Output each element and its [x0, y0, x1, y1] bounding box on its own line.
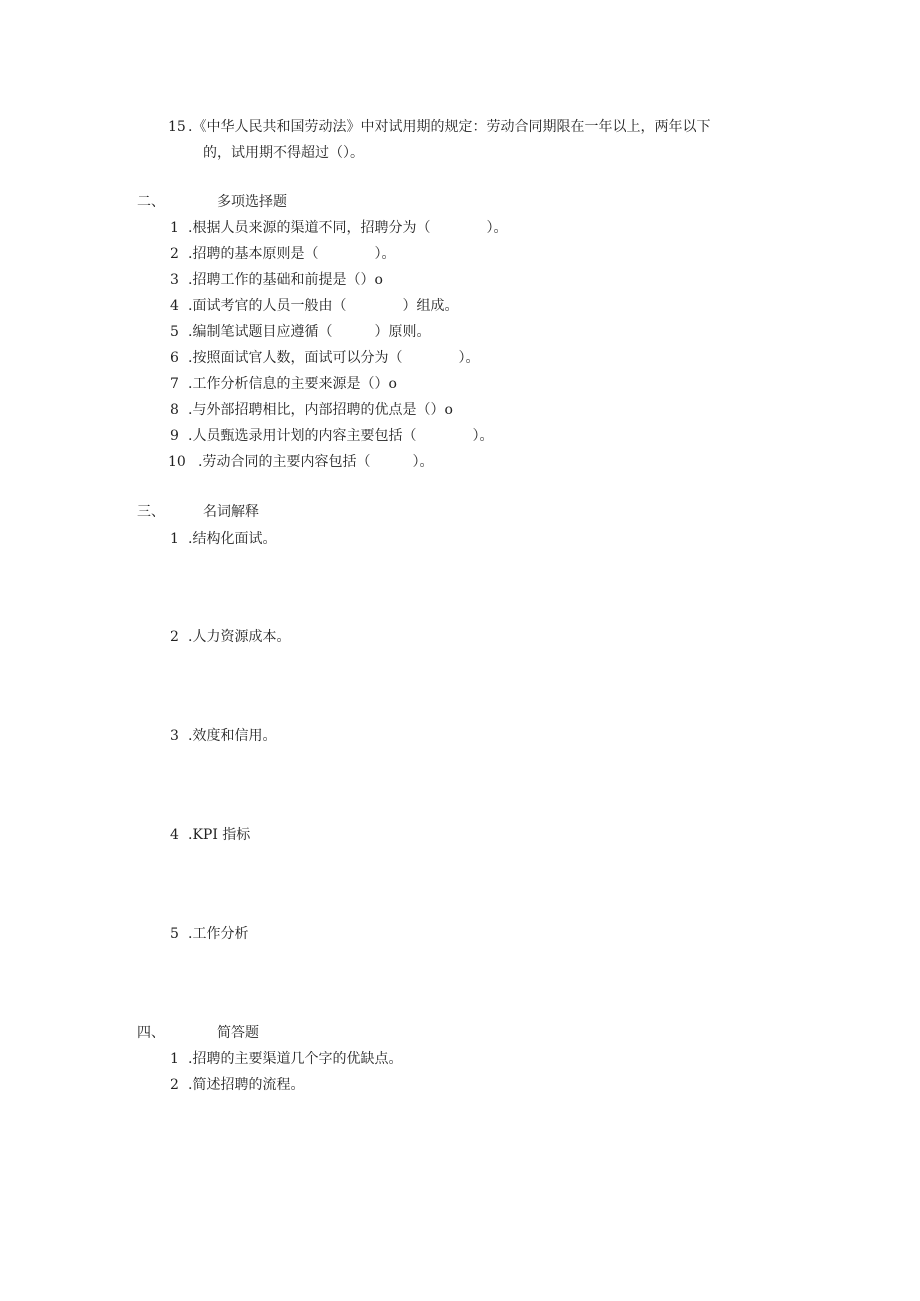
question-text: .效度和信用。 — [188, 728, 277, 744]
section-index: 四、 — [137, 1025, 165, 1041]
question-number: 15 — [168, 119, 186, 135]
question-text: .与外部招聘相比，内部招聘的优点是（）o — [188, 402, 453, 418]
question-number: 3 — [170, 728, 179, 744]
question-number: 2 — [170, 629, 179, 645]
question-number: 8 — [170, 402, 179, 418]
section-title: 名词解释 — [203, 504, 259, 520]
question-text: .招聘工作的基础和前提是（）o — [188, 272, 383, 288]
question-number: 5 — [170, 324, 179, 340]
section-title: 简答题 — [217, 1025, 259, 1041]
section-index: 三、 — [137, 504, 165, 520]
question-number: 10 — [168, 454, 186, 470]
question-text: .人力资源成本。 — [188, 629, 291, 645]
question-text: .按照面试官人数，面试可以分为（ ）。 — [188, 350, 480, 366]
question-number: 4 — [170, 827, 179, 843]
question-number: 1 — [170, 220, 179, 236]
question-number: 6 — [170, 350, 179, 366]
question-text: .编制笔试题目应遵循（ ）原则。 — [188, 324, 431, 340]
question-text: .工作分析信息的主要来源是（）o — [188, 376, 397, 392]
section-index: 二、 — [137, 194, 165, 210]
question-text: .面试考官的人员一般由（ ）组成。 — [188, 298, 459, 314]
question-text: .KPI 指标 — [188, 827, 251, 843]
question-text: .《中华人民共和国劳动法》中对试用期的规定：劳动合同期限在一年以上，两年以下 — [188, 119, 711, 135]
question-text: .劳动合同的主要内容包括（ ）。 — [198, 454, 434, 470]
question-number: 3 — [170, 272, 179, 288]
question-text-continued: 的，试用期不得超过（）。 — [203, 145, 364, 161]
question-text: .简述招聘的流程。 — [188, 1077, 305, 1093]
question-number: 1 — [170, 531, 179, 547]
question-number: 5 — [170, 926, 179, 942]
question-text: .根据人员来源的渠道不同，招聘分为（ ）。 — [188, 220, 508, 236]
question-text: .工作分析 — [188, 926, 249, 942]
question-number: 2 — [170, 246, 179, 262]
question-text: .人员甄选录用计划的内容主要包括（ ）。 — [188, 428, 494, 444]
question-number: 2 — [170, 1077, 179, 1093]
section-title: 多项选择题 — [217, 194, 287, 210]
question-text: .招聘的基本原则是（ ）。 — [188, 246, 396, 262]
question-number: 7 — [170, 376, 179, 392]
question-text: .结构化面试。 — [188, 531, 277, 547]
question-text: .招聘的主要渠道几个字的优缺点。 — [188, 1051, 403, 1067]
question-number: 1 — [170, 1051, 179, 1067]
question-number: 4 — [170, 298, 179, 314]
question-number: 9 — [170, 428, 179, 444]
